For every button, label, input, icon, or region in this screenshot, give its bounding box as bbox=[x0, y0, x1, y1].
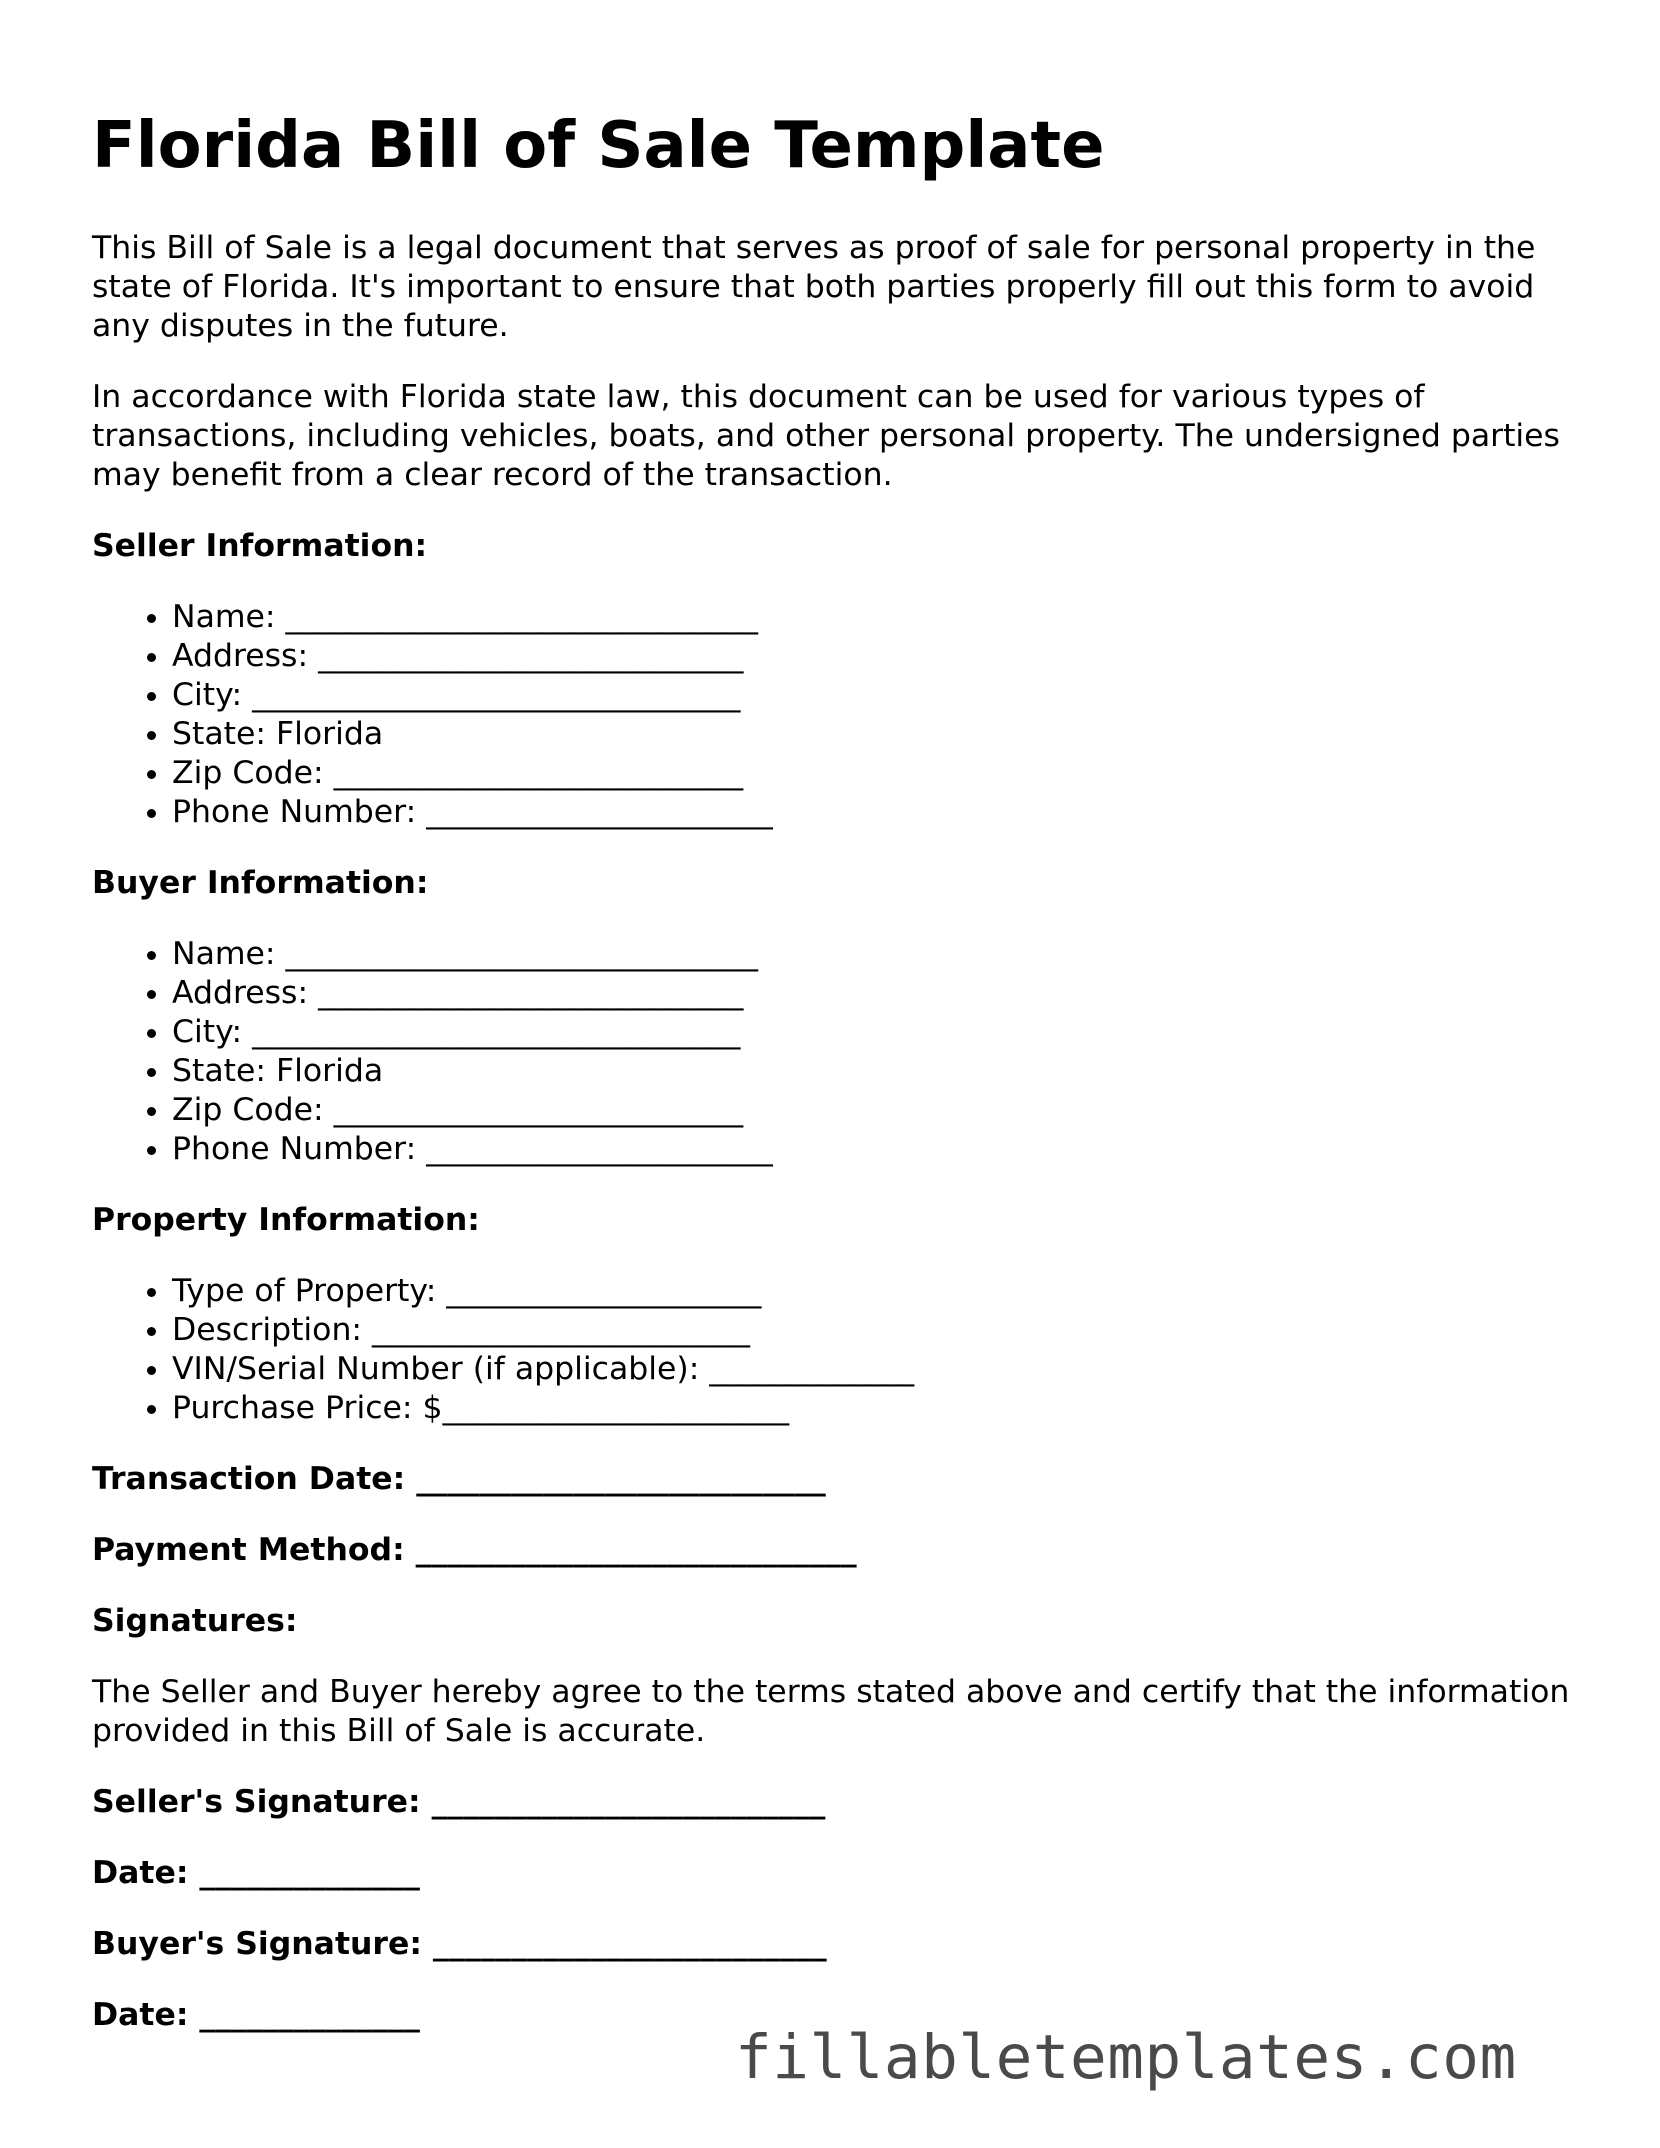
seller-phone-field: • Phone Number: ______________________ bbox=[172, 793, 1572, 832]
intro-paragraph-1: This Bill of Sale is a legal document that serves as proof of sale for personal property in the state of Florida. It's important to ensure that both parties properly fill out this form to avoid any disputes in the future. bbox=[92, 229, 1536, 344]
transaction-date-field: Transaction Date: __________________________ bbox=[92, 1460, 826, 1497]
buyer-state-field: • State: Florida bbox=[172, 1052, 1572, 1091]
property-information-list bbox=[92, 1272, 1572, 1428]
property-type-field: • Type of Property: ____________________ bbox=[172, 1272, 1572, 1311]
document-page bbox=[92, 108, 1572, 2067]
seller-zip-field: • Zip Code: __________________________ bbox=[172, 754, 1572, 793]
intro-paragraph-2: In accordance with Florida state law, this document can be used for various types of transactions, including vehicles, boats, and other personal property. The undersigned parties may benefit from a clear record of the transaction. bbox=[92, 378, 1560, 493]
buyer-phone-field: • Phone Number: ______________________ bbox=[172, 1130, 1572, 1169]
buyer-date-field: Date: ______________ bbox=[92, 1996, 420, 2033]
seller-name-field: • Name: ______________________________ bbox=[172, 598, 1572, 637]
buyer-address-field: • Address: ___________________________ bbox=[172, 974, 1572, 1013]
document-title: Florida Bill of Sale Template bbox=[92, 109, 1105, 183]
buyer-signature-field: Buyer's Signature: _________________________ bbox=[92, 1925, 827, 1962]
watermark: fillabletemplates.com bbox=[735, 2022, 1517, 2093]
signatures-heading: Signatures: bbox=[92, 1602, 298, 1639]
seller-information-heading: Seller Information: bbox=[92, 527, 428, 564]
property-description-field: • Description: ________________________ bbox=[172, 1311, 1572, 1350]
property-information-heading: Property Information: bbox=[92, 1201, 480, 1238]
signatures-statement: The Seller and Buyer hereby agree to the terms stated above and certify that the information provided in this Bill of Sale is accurate. bbox=[92, 1673, 1570, 1749]
seller-information-list bbox=[92, 598, 1572, 832]
buyer-information-list bbox=[92, 935, 1572, 1169]
payment-method-field: Payment Method: ____________________________ bbox=[92, 1531, 857, 1568]
seller-address-field: • Address: ___________________________ bbox=[172, 637, 1572, 676]
buyer-name-field: • Name: ______________________________ bbox=[172, 935, 1572, 974]
buyer-zip-field: • Zip Code: __________________________ bbox=[172, 1091, 1572, 1130]
seller-signature-field: Seller's Signature: _________________________ bbox=[92, 1783, 826, 1820]
buyer-city-field: • City: _______________________________ bbox=[172, 1013, 1572, 1052]
seller-city-field: • City: _______________________________ bbox=[172, 676, 1572, 715]
seller-state-field: • State: Florida bbox=[172, 715, 1572, 754]
seller-date-field: Date: ______________ bbox=[92, 1854, 420, 1891]
property-vin-field: • VIN/Serial Number (if applicable): _____________ bbox=[172, 1350, 1572, 1389]
property-price-field: • Purchase Price: $______________________ bbox=[172, 1389, 1572, 1428]
buyer-information-heading: Buyer Information: bbox=[92, 864, 429, 901]
